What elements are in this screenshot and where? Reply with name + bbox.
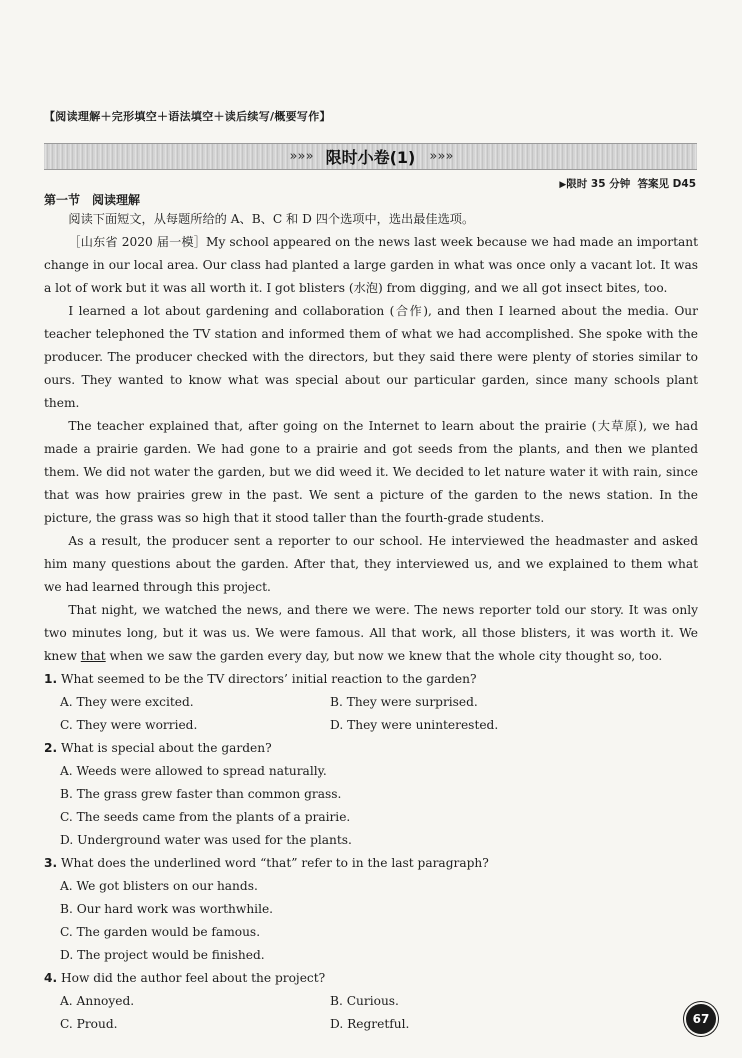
question-text: What is special about the garden? <box>61 741 272 755</box>
question-number: 1. <box>44 672 58 686</box>
option-a[interactable]: A. Weeds were allowed to spread naturally. <box>60 764 327 778</box>
option-b[interactable]: B. The grass grew faster than common grass. <box>60 787 342 801</box>
option-a[interactable]: A. They were excited. <box>60 695 194 709</box>
time-limit: 限时 35 分钟 <box>566 178 631 190</box>
p5-text-after: when we saw the garden every day, but now we knew that the whole city thought so, too. <box>105 649 663 663</box>
question-number: 4. <box>44 971 58 985</box>
question-3 <box>44 852 698 967</box>
option-d[interactable]: D. The project would be finished. <box>60 948 265 962</box>
play-triangle-icon: ▶ <box>559 180 567 190</box>
option-d[interactable]: D. Regretful. <box>330 1017 410 1031</box>
question-stem <box>44 852 698 875</box>
option-a[interactable]: A. Annoyed. <box>60 994 135 1008</box>
passage-paragraph-1: ［山东省 2020 届一模］My school appeared on the news last week because we had made an important change in our local area. Our class had planted a large garden in what was once only a vacant lot. It was a lot of work but it was all worth it. I got blisters (水泡) from digging, and we all got insect bites, too. <box>44 235 698 295</box>
chevrons-right-icon: » » » <box>429 149 452 164</box>
question-number: 3. <box>44 856 58 870</box>
passage-paragraph-3: The teacher explained that, after going on the Internet to learn about the prairie (大草原), we had made a prairie garden. We had gone to a prairie and got seeds from the plants, and then we planted them. We did not water the garden, but we did weed it. We decided to let nature water it with rain, since that was how prairies grew in the past. We sent a picture of the garden to the news station. In the picture, the grass was so high that it stood taller than the fourth-grade students. <box>44 419 698 525</box>
question-text: What seemed to be the TV directors’ initial reaction to the garden? <box>61 672 477 686</box>
option-c[interactable]: C. They were worried. <box>60 718 198 732</box>
question-text: How did the author feel about the project? <box>61 971 326 985</box>
option-row <box>44 691 698 714</box>
option-c[interactable]: C. The seeds came from the plants of a prairie. <box>60 810 351 824</box>
time-limit-info <box>559 176 696 191</box>
instruction: 阅读下面短文，从每题所给的 A、B、C 和 D 四个选项中，选出最佳选项。 <box>68 212 475 226</box>
p5-text-before: That night, we watched the news, and there we were. The news reporter told our story. It was only two minutes long, but it was us. We were famous. All that work, all those blisters, it was worth it. We knew <box>44 603 698 663</box>
option-c[interactable]: C. Proud. <box>60 1017 118 1031</box>
option-row <box>44 1013 698 1036</box>
answer-reference: 答案见 D45 <box>637 178 696 190</box>
passage-paragraph-2: I learned a lot about gardening and collaboration (合作), and then I learned about the media. Our teacher telephoned the TV station and informed them of what we had accomplished. She spoke with the producer. The producer checked with the directors, but they said there were plenty of stories similar to ours. They wanted to know what was special about our particular garden, since many schools plant them. <box>44 304 698 410</box>
question-stem <box>44 967 698 990</box>
underlined-word: that <box>80 649 106 663</box>
passage-paragraph-5 <box>44 599 698 668</box>
question-1 <box>44 668 698 737</box>
question-stem <box>44 668 698 691</box>
option-row <box>44 714 698 737</box>
option-b[interactable]: B. Our hard work was worthwhile. <box>60 902 274 916</box>
page-title: 限时小卷(1) <box>325 148 416 167</box>
option-c[interactable]: C. The garden would be famous. <box>60 925 261 939</box>
question-number: 2. <box>44 741 58 755</box>
passage-paragraph-4: As a result, the producer sent a reporter to our school. He interviewed the headmaster and asked him many questions about the garden. After that, they interviewed us, and we explained to them what we had learned through this project. <box>44 534 698 594</box>
option-b[interactable]: B. They were surprised. <box>330 695 478 709</box>
chevrons-left-icon: » » » <box>289 149 312 164</box>
page-number-badge: 67 <box>686 1004 716 1034</box>
option-a[interactable]: A. We got blisters on our hands. <box>60 879 258 893</box>
question-stem <box>44 737 698 760</box>
section-tag: 【阅读理解＋完形填空＋语法填空＋读后续写/概要写作】 <box>44 110 331 123</box>
option-row <box>44 990 698 1013</box>
option-d[interactable]: D. They were uninterested. <box>330 718 499 732</box>
question-4 <box>44 967 698 1036</box>
document-body <box>44 208 698 1036</box>
question-text: What does the underlined word “that” refer to in the last paragraph? <box>61 856 489 870</box>
question-2 <box>44 737 698 852</box>
title-banner <box>44 143 697 170</box>
section-title: 第一节 阅读理解 <box>44 193 141 207</box>
option-d[interactable]: D. Underground water was used for the plants. <box>60 833 352 847</box>
option-b[interactable]: B. Curious. <box>330 994 399 1008</box>
